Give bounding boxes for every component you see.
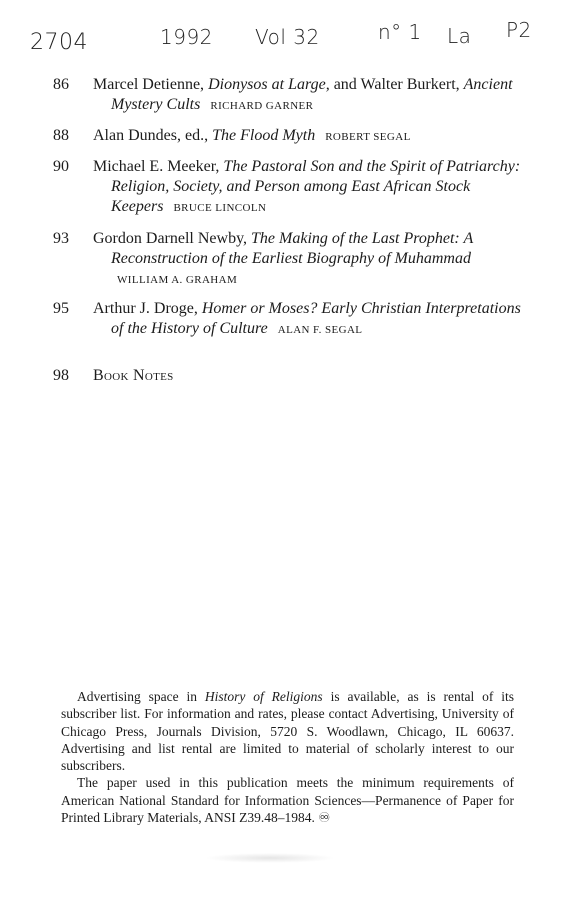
entry-author: Alan Dundes, ed., [93,127,213,144]
entry-title: Homer or Moses? Early Christian Interpretations of the History of Culture [111,300,521,337]
entry-text [93,126,523,147]
page-number: 98 [53,367,69,384]
publisher-notice [61,688,514,826]
entry-joiner: and Walter Burkert, [329,76,460,93]
journal-name: History of Religions [204,689,323,704]
entry-text [93,157,523,218]
entry-reviewer: WILLIAM A. GRAHAM [117,274,238,286]
handwritten-code: 2704 [30,30,88,55]
entry-reviewer: BRUCE LINCOLN [173,202,267,214]
advertising-notice [61,688,514,774]
paper-permanence-notice: The paper used in this publication meets the minimum requirements of American National Standard for Information Sciences—Permanence of Paper for Printed Library Materials, ANSI Z39.48–1984. ♾ [61,775,514,826]
page-number: 88 [53,127,69,144]
page-number: 95 [53,300,69,317]
scan-smudge [205,853,335,863]
entry-text [93,299,523,340]
entry-text [93,75,523,116]
handwritten-volume: Vol 32 [255,25,320,49]
entry-title: The Making of the Last Prophet: A Reconstruction of the Earliest Biography of Muhammad [111,230,473,267]
entry-reviewer: ALAN F. SEGAL [277,324,363,336]
entry-title: The Flood Myth [212,127,316,144]
toc-entry [53,75,523,116]
page-number: 86 [53,76,69,93]
handwritten-la: La [447,24,472,48]
toc-entry [53,299,523,340]
toc-entry [53,366,523,386]
page-number: 93 [53,230,69,247]
notice-text: is available, as is rental of its subscriber list. For information and rates, please contact Advertising, University of Chicago Press, Journals Division, 5720 S. Woodlawn, Chicago, IL 60637. Advertising and list rental are limited to material of scholarly interest to our subscribers. [61,689,514,774]
page-number: 90 [53,158,69,175]
toc-entry [53,229,523,290]
entry-reviewer: RICHARD GARNER [210,100,314,112]
toc-entry [53,126,523,147]
entry-title-2: Ancient Mystery Cults [111,76,513,113]
entry-author: Marcel Detienne, [93,76,209,93]
handwritten-year: 1992 [160,25,213,49]
entry-author: Michael E. Meeker, [93,158,224,175]
toc-entry [53,157,523,218]
entry-author: Arthur J. Droge, [93,300,202,317]
notice-text: Advertising space in [77,689,205,704]
entry-title: Dionysos at Large, [208,76,330,93]
entry-title: The Pastoral Son and the Spirit of Patriarchy: Religion, Society, and Person among East African Stock Keepers [111,158,521,215]
entry-text [93,366,523,386]
entry-author: Gordon Darnell Newby, [93,230,252,247]
section-book-notes: Book Notes [93,367,174,384]
handwritten-pages: P2 [506,18,532,42]
handwritten-number: n° 1 [378,20,422,44]
entry-reviewer: ROBERT SEGAL [325,131,411,143]
entry-text [93,229,523,290]
